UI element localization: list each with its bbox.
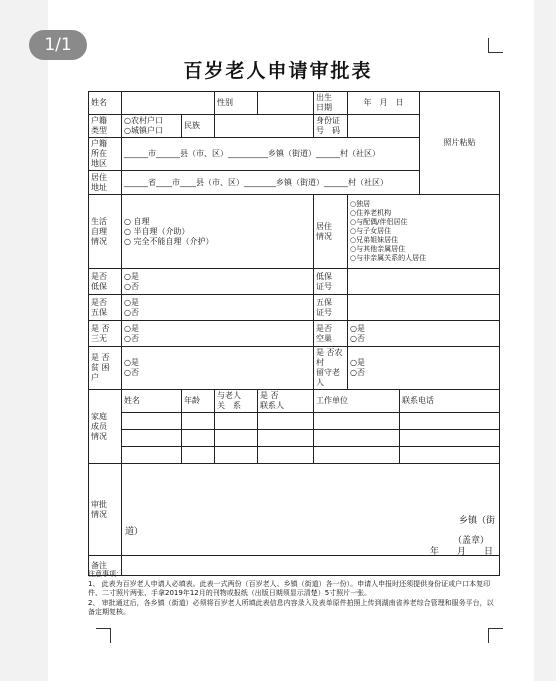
left-behind-options[interactable]: ○是 ○否 <box>348 347 500 390</box>
family-cell[interactable] <box>215 413 258 430</box>
family-cell[interactable] <box>122 413 182 430</box>
hukou-address-label: 户籍 所在 地区 <box>89 138 122 171</box>
dibao-label: 是否 低保 <box>89 269 122 295</box>
family-cell[interactable] <box>400 447 500 464</box>
residence-field[interactable]: ______省____市____县（市、区）________乡镇（街道）______村（社区） <box>122 171 420 195</box>
table-row <box>89 321 500 347</box>
remarks-label: 备注 <box>89 556 122 576</box>
table-row <box>89 390 500 413</box>
family-header-workplace: 工作单位 <box>314 390 400 413</box>
notes-heading: 注意事项： <box>88 570 123 578</box>
id-number-field[interactable] <box>348 115 420 138</box>
dibao-number-field[interactable] <box>348 269 500 295</box>
wubao-number-label: 五保 证号 <box>314 295 348 321</box>
id-number-label: 身份证 号 码 <box>314 115 348 138</box>
approval-date-text: 年 月 日 <box>429 547 493 557</box>
table-row <box>89 430 500 447</box>
note-item-2: 2、 审批通过后，各乡镇（街道）必须将百岁老人所填此表信息内容录入及表单原件拍照上传到湖南省养老综合管理和服务平台，以备定期复核。 <box>88 599 494 616</box>
family-cell[interactable] <box>258 430 314 447</box>
sanwu-options[interactable]: ○是 ○否 <box>122 321 314 347</box>
form-title: 百岁老人申请审批表 <box>183 60 373 82</box>
approval-town-text: 乡镇（街 <box>458 516 495 526</box>
family-header-phone: 联系电话 <box>400 390 500 413</box>
family-header-name: 姓名 <box>122 390 182 413</box>
table-row <box>89 269 500 295</box>
notes-section <box>88 570 499 618</box>
birth-field[interactable]: 年 月 日 <box>348 92 420 115</box>
dibao-options[interactable]: ○是 ○否 <box>122 269 314 295</box>
approval-seal-text: （盖章） <box>452 536 489 546</box>
family-cell[interactable] <box>314 413 400 430</box>
family-header-relation: 与老人 关 系 <box>215 390 258 413</box>
table-row <box>89 92 500 115</box>
gender-field[interactable] <box>258 92 314 115</box>
dibao-number-label: 低保 证号 <box>314 269 348 295</box>
empty-nest-label: 是否 空巢 <box>314 321 348 347</box>
hukou-type-options[interactable]: ○农村户口 ○城镇户口 <box>122 115 182 138</box>
crop-mark-bottom-left <box>96 628 111 643</box>
poor-household-label: 是 否 贫 困 户 <box>89 347 122 390</box>
family-members-label: 家庭 成员 情况 <box>89 390 122 464</box>
ethnic-label: 民族 <box>182 115 215 138</box>
gender-label: 性别 <box>215 92 258 115</box>
hukou-type-label: 户籍 类型 <box>89 115 122 138</box>
sanwu-label: 是 否 三无 <box>89 321 122 347</box>
ethnic-field[interactable] <box>215 115 314 138</box>
family-header-age: 年龄 <box>182 390 215 413</box>
family-cell[interactable] <box>314 430 400 447</box>
family-cell[interactable] <box>400 413 500 430</box>
hukou-address-field[interactable]: ______市______县（市、区）__________乡镇（街道）______村（社区） <box>122 138 420 171</box>
approval-town-cont: 道） <box>125 527 144 537</box>
family-cell[interactable] <box>182 430 215 447</box>
family-cell[interactable] <box>314 447 400 464</box>
crop-mark-bottom-right <box>488 628 503 643</box>
family-cell[interactable] <box>182 413 215 430</box>
birth-label: 出生 日期 <box>314 92 348 115</box>
family-cell[interactable] <box>215 430 258 447</box>
selfcare-options[interactable]: ○ 自理 ○ 半自理（介助） ○ 完全不能自理（介护） <box>122 195 314 269</box>
family-cell[interactable] <box>258 413 314 430</box>
family-cell[interactable] <box>258 447 314 464</box>
photo-slot: 照片粘贴 <box>420 92 500 195</box>
page-indicator: 1/1 <box>29 30 87 60</box>
wubao-number-field[interactable] <box>348 295 500 321</box>
residence-label: 居住 地址 <box>89 171 122 195</box>
living-options[interactable]: ○独居 ○住养老机构 ○与配偶/伴侣居住 ○与子女居住 ○兄弟姐妹居住 ○与其他亲属居住 ○与非亲属关系的人居住 <box>348 195 500 269</box>
selfcare-label: 生活 自理 情况 <box>89 195 122 269</box>
family-header-contact: 是 否 联系人 <box>258 390 314 413</box>
family-cell[interactable] <box>400 430 500 447</box>
left-behind-label: 是 否农 村 留守老人 <box>314 347 348 390</box>
note-item-1: 1、 此表为百岁老人申请人必填表。此表一式两份（百岁老人、乡镇（街道）各一份）。申请人申报时还须提供身份证或户口本复印件、二寸照片两张、手拿2019年12月的刊物或报纸（出版日期须显示清楚）5寸照片一张。 <box>88 580 491 597</box>
name-label: 姓名 <box>89 92 122 115</box>
application-form-table <box>88 91 500 576</box>
table-row <box>89 295 500 321</box>
table-row <box>89 464 500 556</box>
table-row <box>89 195 500 269</box>
poor-household-options[interactable]: ○是 ○否 <box>122 347 314 390</box>
table-row <box>89 447 500 464</box>
table-row <box>89 413 500 430</box>
wubao-label: 是否 五保 <box>89 295 122 321</box>
family-cell[interactable] <box>182 447 215 464</box>
family-cell[interactable] <box>122 430 182 447</box>
living-label: 居住 情况 <box>314 195 348 269</box>
crop-mark-top-right <box>488 38 503 53</box>
wubao-options[interactable]: ○是 ○否 <box>122 295 314 321</box>
approval-label: 审批 情况 <box>89 464 122 556</box>
name-field[interactable] <box>122 92 215 115</box>
empty-nest-options[interactable]: ○是 ○否 <box>348 321 500 347</box>
family-cell[interactable] <box>215 447 258 464</box>
table-row <box>89 347 500 390</box>
approval-field[interactable] <box>122 464 500 556</box>
family-cell[interactable] <box>122 447 182 464</box>
